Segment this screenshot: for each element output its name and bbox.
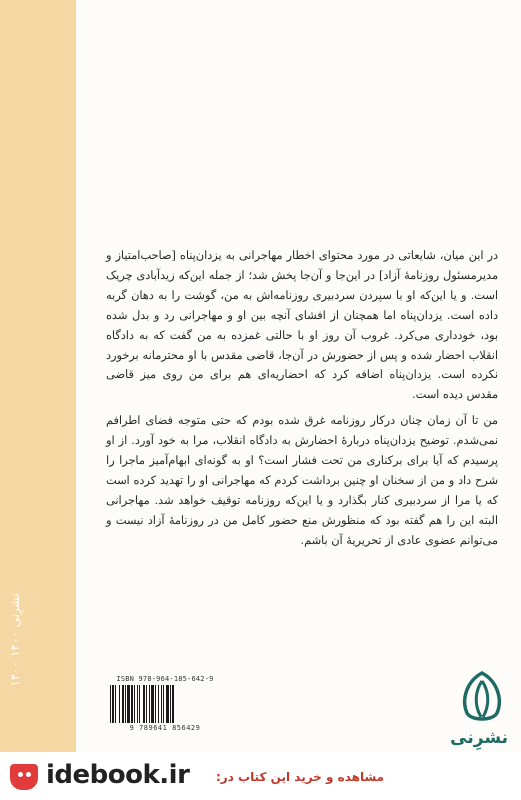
store-brand[interactable]: idebook.ir	[46, 760, 190, 790]
back-cover	[76, 0, 521, 800]
isbn-label: ISBN 978-964-185-642-9	[116, 675, 214, 683]
barcode	[104, 675, 226, 735]
store-banner[interactable]	[0, 752, 521, 800]
blurb-text	[106, 246, 498, 551]
barcode-digits: 9 789641 856429	[129, 724, 201, 732]
spine-watermark-text: نشرِنی ۱۴۰۰ ۱۴۰۰	[8, 593, 22, 687]
publisher-name: نشرِنی	[450, 728, 508, 748]
blurb-paragraph-2: من تا آن زمان چنان درکار روزنامه غرق شده بودم که حتی متوجه فضای اطرافم نمی‌شدم. توضیح یزدان‌پناه دربارهٔ احضارش به دادگاه انقلاب، مرا به خود آورد. از او پرسیدم که آیا برای برکناری من تحت فشار است؟ او به گونه‌ای ابهام‌آمیز ماجرا را شرح داد و من از سخنان او چنین برداشت کردم که مهاجرانی او را تهدید کرده است که یا مرا از سردبیری کنار بگذارد و یا این‌که روزنامه توقیف خواهد شد. مهاجرانی البته این را هم گفته بود که منظورش منع حضور کامل من در روزنامهٔ آزاد نیست و می‌توانم عضوی عادی از تحریریهٔ آن باشم.	[106, 414, 498, 547]
book-spine	[0, 0, 76, 800]
leaf-icon	[459, 671, 505, 723]
store-caption: مشاهده و خرید این کتاب در:	[216, 770, 385, 784]
book-store-icon	[10, 764, 38, 790]
publisher-logo	[450, 671, 508, 748]
barcode-bars	[110, 685, 220, 723]
blurb-paragraph-1: در این میان، شایعاتی در مورد محتوای اخطار مهاجرانی به یزدان‌پناه [صاحب‌امتیاز و مدیرمسئول روزنامهٔ آزاد] در این‌جا و آن‌جا پخش شد؛ از جمله این‌که زیدآبادی چریک است. و یا این‌که او با سپردن سردبیری روزنامه‌اش به من، گوشت را به دهان گربه داده است. یزدان‌پناه اما همچنان از افشای آنچه بین او و مهاجرانی رد و بدل شده بود، خودداری می‌کرد. غروب آن روز او با حالتی غمزده به من گفت که به دادگاه انقلاب احضار شده و پس از حضورش در آن‌جا، قاضی مقدس با او محترمانه برخورد نکرده است. یزدان‌پناه اضافه کرد که احضاریه‌ای هم برای من روی میز قاضی مقدس دیده است.	[106, 249, 498, 402]
